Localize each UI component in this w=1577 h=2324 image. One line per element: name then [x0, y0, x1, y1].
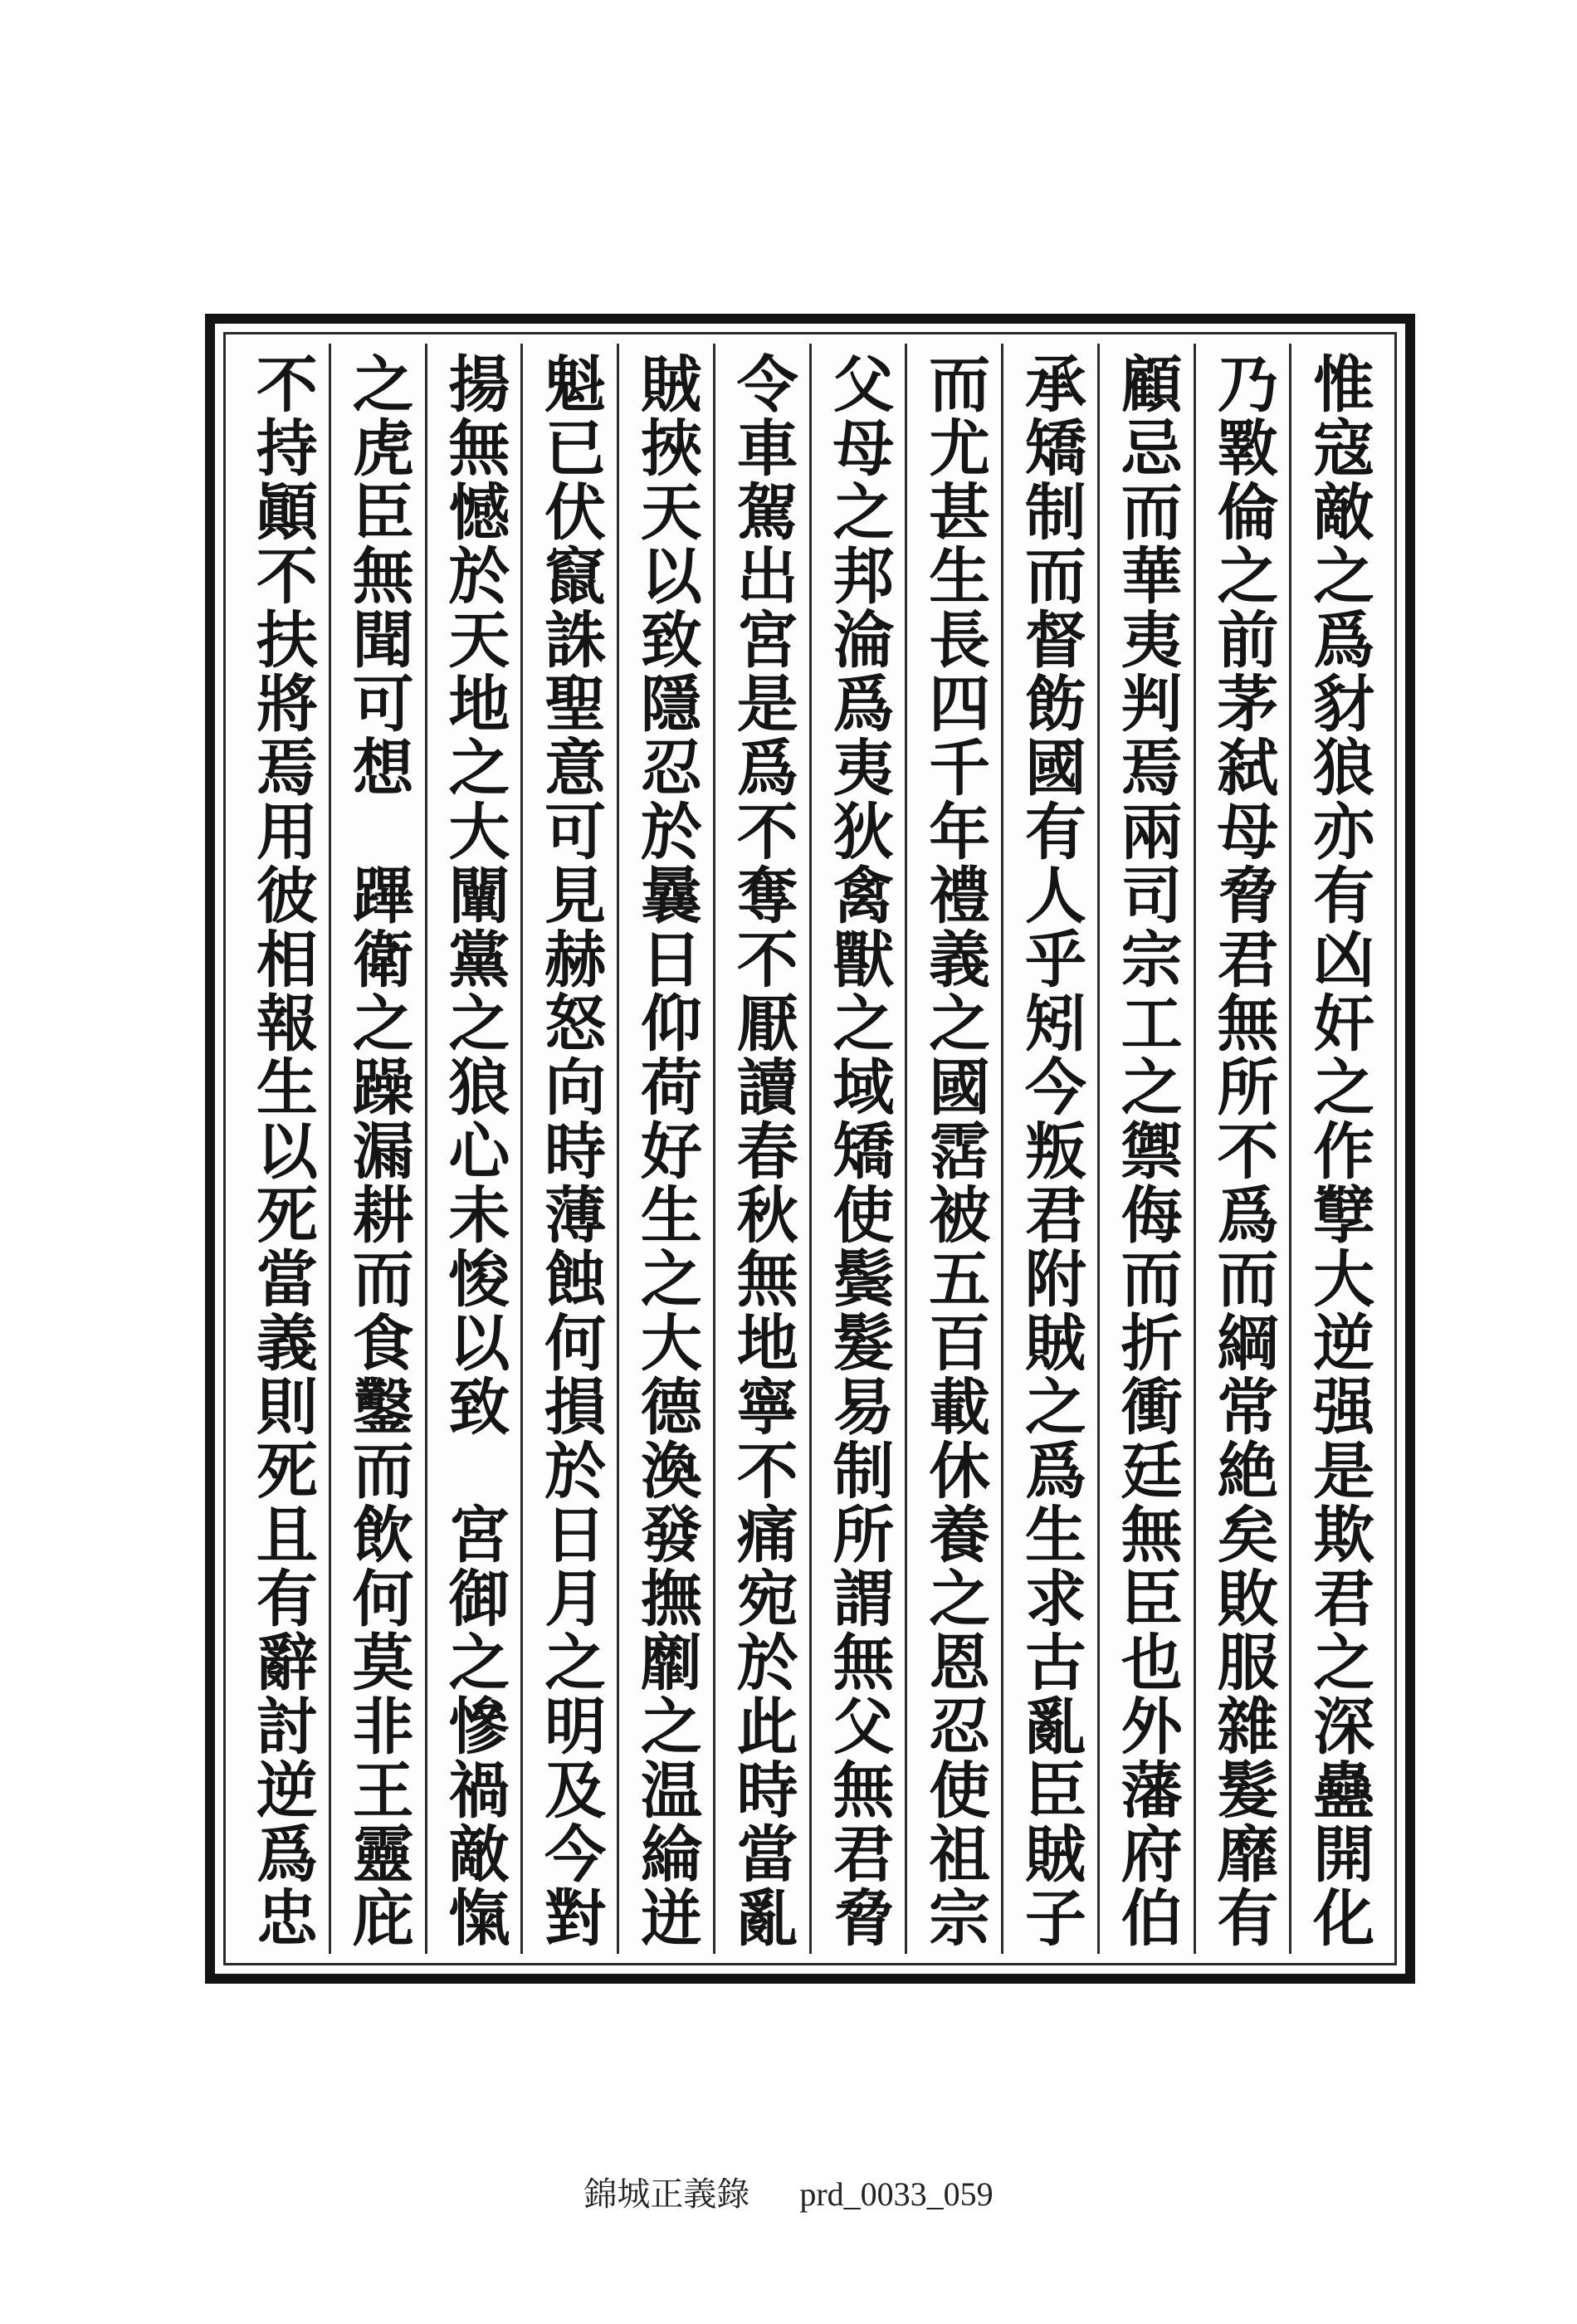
page-caption [0, 2168, 1577, 2215]
text-column-11 [329, 344, 425, 1954]
text-column-12 [235, 344, 329, 1954]
text-column-2 [1194, 344, 1290, 1954]
caption-title: 錦城正義錄 [583, 2175, 750, 2213]
text-column-7 [713, 344, 809, 1954]
column-text: 承矯制而督飭國有人乎矧今叛君附賊之爲生求古亂臣賊子 [1014, 352, 1086, 1950]
column-text: 魁已伏竄誅聖意可見赫怒向時薄蝕何損於日月之明及今對 [535, 352, 607, 1950]
text-column-6 [809, 344, 906, 1954]
text-columns [235, 344, 1385, 1954]
column-text: 顧忌而華夷判焉兩司宗工之禦侮而折衝廷無臣也外藩府伯 [1111, 352, 1183, 1950]
column-text: 揚無憾於天地之大闡黨之狼心未悛以致 宮御之慘禍敵愾 [438, 352, 510, 1950]
printed-page-frame [205, 314, 1415, 1984]
column-text: 乃斁倫之前茅弑母脅君無所不爲而綱常絶矣敗服雜髮靡有 [1207, 352, 1279, 1950]
column-text: 不持顚不扶將焉用彼相報生以死當義則死且有辭討逆爲忠 [246, 352, 318, 1950]
text-column-1 [1289, 344, 1385, 1954]
text-column-3 [1097, 344, 1194, 1954]
text-column-4 [1001, 344, 1097, 1954]
column-text: 惟寇敵之爲豺狼亦有凶奸之作孼大逆强是欺君之深蠱開化 [1303, 352, 1375, 1950]
column-text: 而尤甚生長四千年禮義之國霑被五百載休養之恩忍使祖宗 [919, 352, 991, 1950]
text-column-8 [617, 344, 713, 1954]
text-column-10 [425, 344, 521, 1954]
column-text: 令車駕出宮是爲不奪不厭讀春秋無地寧不痛宛於此時當亂 [726, 352, 798, 1950]
text-column-5 [905, 344, 1001, 1954]
column-text: 之虎臣無聞可想 蹕衛之躁漏耕而食鑿而飲何莫非王靈庇 [342, 352, 414, 1950]
caption-page-id: prd_0033_059 [799, 2175, 994, 2213]
column-text: 父母之邦淪爲夷狄禽獸之域矯使鬓髮易制所謂無父無君脅 [823, 352, 895, 1950]
text-column-9 [520, 344, 617, 1954]
column-text: 賊挾天以致隱忍於曩日仰荷好生之大德渙發撫劘之温綸迸 [630, 352, 702, 1950]
